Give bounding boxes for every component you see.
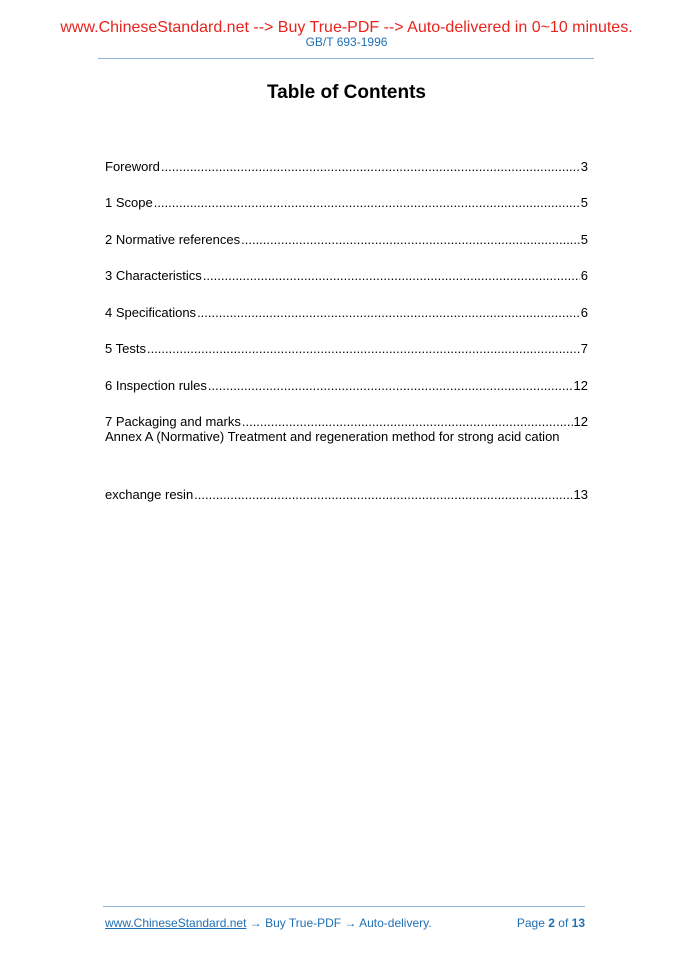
toc-leader-dots [147,341,580,356]
toc-leader-dots [241,232,580,247]
toc-entry-inspection-rules[interactable] [105,356,588,393]
toc-entry-label: 3 Characteristics [105,268,202,283]
toc-entry-label: 5 Tests [105,341,146,356]
toc-entry-label: 1 Scope [105,195,153,210]
toc-entry-page: 5 [580,195,588,210]
toc-entry-label: 7 Packaging and marks [105,414,241,429]
toc-entry-label: 2 Normative references [105,231,241,247]
page-prefix: Page [516,916,545,930]
toc-leader-dots [194,487,572,502]
footer-text: → Buy True-PDF → Auto-delivery. [246,916,432,930]
toc-entry-page: 12 [573,414,588,429]
toc-entry-normative-references[interactable] [105,210,588,247]
toc-entry-label: 6 Inspection rules [105,377,207,393]
page-indicator [517,916,585,930]
page-of: of [558,916,569,930]
toc-leader-dots [203,268,580,283]
toc-entry-foreword[interactable] [105,137,588,174]
footer-left [105,916,432,930]
toc-leader-dots [197,305,580,320]
toc-leader-dots [242,414,573,429]
toc-entry-annex-a[interactable] [105,466,588,503]
toc-entry-label: Annex A (Normative) Treatment and regeneration method for strong acid cation [105,429,560,444]
toc-entry-tests[interactable] [105,320,588,357]
toc-entry-scope[interactable] [105,174,588,211]
toc-entry-page: 12 [573,377,588,393]
toc-entry-characteristics[interactable] [105,247,588,284]
table-of-contents [105,137,588,502]
footer [105,916,585,930]
toc-entry-packaging-and-marks[interactable] [105,393,588,430]
toc-entry-label: 4 Specifications [105,304,197,320]
page-current: 2 [548,916,555,930]
toc-entry-page: 3 [580,158,588,174]
toc-entry-page: 6 [580,304,588,320]
page-total: 13 [571,916,585,930]
toc-entry-label: exchange resin [105,487,194,502]
toc-leader-dots [208,378,573,393]
footer-site-link[interactable]: www.ChineseStandard.net [105,916,247,930]
document-code: GB/T 693-1996 [305,35,388,49]
footer-divider [103,906,585,907]
toc-entry-page: 6 [580,268,588,283]
toc-leader-dots [154,195,580,210]
toc-entry-specifications[interactable] [105,283,588,320]
page-title: Table of Contents [266,82,427,103]
toc-leader-dots [161,159,580,174]
toc-entry-page: 5 [580,231,588,247]
toc-entry-page: 13 [573,487,588,502]
toc-entry-page: 7 [580,341,588,356]
header-divider [98,58,594,59]
toc-entry-annex-a-line1[interactable] [105,429,588,466]
promo-banner[interactable]: www.ChineseStandard.net --> Buy True-PDF --> Auto-delivered in 0~10 minutes. [60,19,633,36]
toc-entry-label: Foreword [105,158,160,174]
